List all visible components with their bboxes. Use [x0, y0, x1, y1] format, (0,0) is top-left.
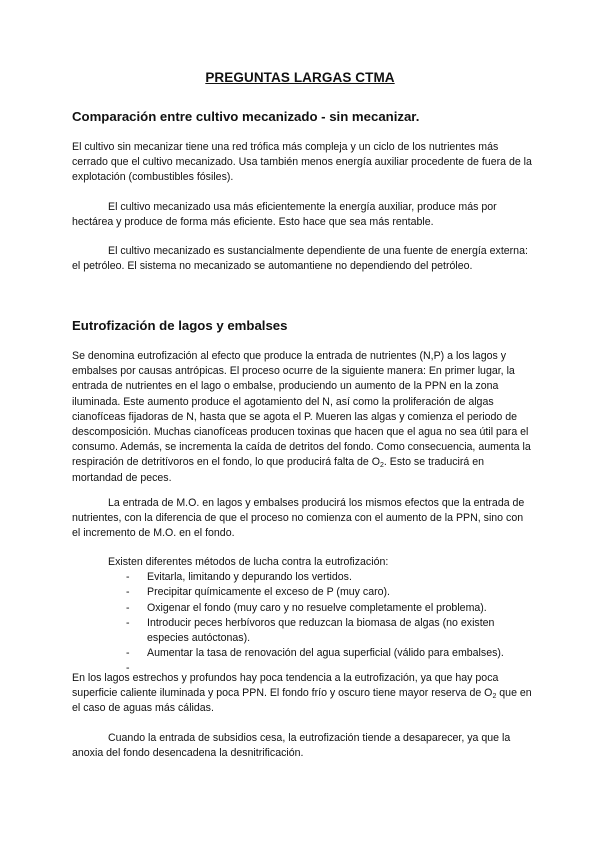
list-dash: -	[126, 662, 130, 675]
list-item-text: Precipitar químicamente el exceso de P (muy caro).	[147, 586, 390, 599]
list-item-text: Aumentar la tasa de renovación del agua superficial (válido para embalses).	[147, 647, 504, 660]
methods-list	[72, 555, 532, 675]
paragraph-eutrofizacion-2: La entrada de M.O. en lagos y embalses producirá los mismos efectos que la entrada de nutrientes, con la diferencia de que el proceso no comienza con el aumento de la PPN, sino con el incremento de M.O. en el fondo.	[72, 497, 525, 540]
list-item	[72, 585, 532, 600]
page-title: PREGUNTAS LARGAS CTMA	[205, 70, 395, 85]
oxygen-symbol: O	[371, 456, 380, 469]
list-item-text: Introducir peces herbívoros que reduzcan la biomasa de algas (no existen especies autóctonas).	[147, 616, 495, 645]
paragraph-eutrofizacion-1	[72, 349, 532, 486]
paragraph-eutrofizacion-3	[72, 671, 532, 717]
list-item	[72, 646, 532, 661]
paragraph-cultivo-1: El cultivo sin mecanizar tiene una red trófica más compleja y un ciclo de los nutrientes más cerrado que el cultivo mecanizado. Usa también menos energía auxiliar procedente de fuera de la explotación (combustibles fósiles).	[72, 141, 532, 184]
methods-intro: Existen diferentes métodos de lucha contra la eutrofización:	[108, 556, 389, 568]
paragraph-eutrofizacion-1-tail: . Esto se traducirá en mortandad de peces.	[72, 456, 485, 484]
list-dash: -	[126, 571, 130, 584]
paragraph-eutrofizacion-3-text: En los lagos estrechos y profundos hay poca tendencia a la eutrofización, ya que hay poca superficie caliente iluminada y poca PPN. El fondo frío y oscuro tiene mayor reserva de O	[72, 672, 499, 700]
list-dash: -	[126, 586, 130, 599]
section-heading-eutrofizacion: Eutrofización de lagos y embalses	[72, 318, 288, 333]
list-dash: -	[126, 616, 130, 629]
list-item	[72, 570, 532, 585]
section-heading-cultivo: Comparación entre cultivo mecanizado - sin mecanizar.	[72, 109, 420, 124]
paragraph-eutrofizacion-4: Cuando la entrada de subsidios cesa, la eutrofización tiende a desaparecer, ya que la anoxia del fondo desencadena la desnitrificación.	[72, 732, 511, 760]
list-dash: -	[126, 647, 130, 660]
paragraph-eutrofizacion-1-text: Se denomina eutrofización al efecto que produce la entrada de nutrientes (N,P) a los lagos y embalses por causas antrópicas. El proceso ocurre de la siguiente manera: En primer lugar, la entrada de nutrientes en el lago o embalse, produciendo un aumento de la PPN en la zona iluminada. Este aumento produce el agotamiento del N, así como la proliferación de algas cianofíceas fijadoras de N, hasta que se agota el P. Mueren las algas y comienza el periodo de descomposición. Muchas cianofíceas producen toxinas que hacen que el agua no sea útil para el consumo. Además, se incrementa la caída de detritos del fondo. Como consecuencia, aumenta la respiración de detritívoros en el fondo, lo que producirá falta de	[72, 350, 531, 469]
paragraph-eutrofizacion-3-tail: que en el caso de aguas más cálidas.	[72, 687, 532, 715]
oxygen-subscript: 2	[492, 693, 497, 701]
list-dash: -	[126, 601, 130, 614]
oxygen-subscript: 2	[380, 462, 384, 470]
list-item-text: Evitarla, limitando y depurando los vertidos.	[147, 571, 352, 584]
list-item-text: Oxigenar el fondo (muy caro y no resuelve completamente el problema).	[147, 601, 487, 614]
list-item	[72, 601, 532, 616]
list-item	[72, 616, 532, 646]
paragraph-cultivo-3: El cultivo mecanizado es sustancialmente dependiente de una fuente de energía externa: el petróleo. El sistema no mecanizado se automantiene no dependiendo del petróleo.	[72, 245, 528, 273]
paragraph-cultivo-2: El cultivo mecanizado usa más eficientemente la energía auxiliar, produce más por hectárea y produce de forma más eficiente. Esto hace que sea más rentable.	[72, 201, 497, 229]
